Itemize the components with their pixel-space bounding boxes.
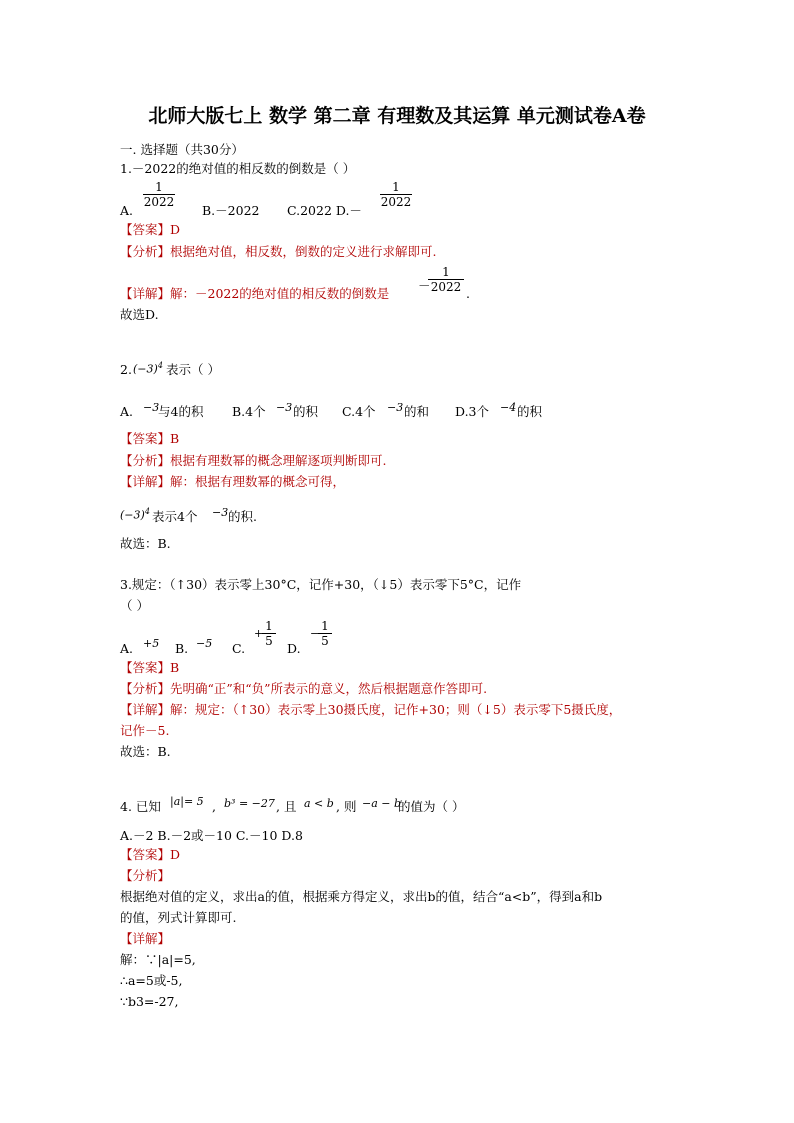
q4-step-1: 解：∵|a|=5,	[120, 952, 196, 967]
q2-base: (−3)	[133, 362, 158, 376]
q3-option-c-fraction	[262, 619, 276, 648]
q4-stem-prefix: 4. 已知	[120, 799, 161, 814]
q3-frac-num: 1	[265, 619, 273, 633]
q3-option-b-label: B.	[175, 641, 189, 656]
q1-option-a: A.	[120, 203, 134, 218]
q2-detail-expression	[120, 504, 150, 524]
q3-option-a-value: +5	[143, 637, 160, 650]
q4-analysis-line2: 的值，列式计算即可.	[120, 910, 237, 925]
q2-option-c-text: 的和	[404, 404, 430, 419]
q1-detail: 【详解】解：－2022的绝对值的相反数的倒数是	[120, 286, 390, 301]
q2-option-b-label: B.4个	[232, 404, 266, 419]
q2-detail-value: −3	[212, 506, 229, 519]
q4-answer: 【答案】D	[120, 847, 181, 862]
q2-option-c-value: −3	[387, 401, 404, 414]
q1-frac-den: 2022	[430, 280, 462, 294]
q1-period: .	[466, 286, 470, 301]
q1-conclusion: 故选D.	[120, 307, 159, 322]
q4-analysis-heading: 【分析】	[120, 868, 171, 883]
page-title: 北师大版七上 数学 第二章 有理数及其运算 单元测试卷A卷	[148, 105, 646, 127]
q3-stem-line1: 3.规定：（↑30）表示零上30°C，记作+30，（↓5）表示零下5°C，记作	[120, 577, 522, 592]
q2-power-expression	[133, 358, 163, 378]
q3-stem-line2: （ ）	[120, 598, 149, 613]
q2-option-d-label: D.3个	[455, 404, 490, 419]
q1-option-d-fraction	[380, 180, 412, 209]
q3-conclusion: 故选：B.	[120, 744, 171, 759]
q3-option-b-value: −5	[196, 637, 213, 650]
q4-stem-mid: , 且	[276, 799, 297, 814]
q3-detail-line1: 【详解】解：规定：（↑30）表示零上30摄氏度，记作+30；则（↓5）表示零下5摄氏度，	[120, 702, 622, 717]
q3-option-c-sign: +	[254, 627, 264, 640]
q3-analysis: 【分析】先明确“正”和“负”所表示的意义，然后根据题意作答即可.	[120, 681, 488, 696]
q2-option-c-label: C.4个	[342, 404, 376, 419]
section-heading: 一. 选择题（共30分）	[120, 142, 244, 157]
q1-frac-num: 1	[155, 180, 163, 194]
q1-detail-fraction	[428, 265, 464, 294]
q4-step-2: ∴a=5或-5,	[120, 973, 183, 988]
q4-detail-heading: 【详解】	[120, 931, 171, 946]
q2-option-b-value: −3	[276, 401, 293, 414]
q2-detail-end: 的积.	[228, 509, 257, 524]
q2-base: (−3)	[120, 508, 145, 522]
q4-order-condition: a < b	[304, 797, 334, 810]
q3-option-d-label: D.	[287, 641, 301, 656]
q1-answer: 【答案】D	[120, 222, 181, 237]
q4-stem-suffix: 的值为（ ）	[398, 799, 465, 814]
q1-frac-num: 1	[392, 180, 400, 194]
q2-detail: 【详解】解：根据有理数幂的概念可得，	[120, 474, 346, 489]
q2-conclusion: 故选：B.	[120, 536, 171, 551]
q2-exponent: 4	[157, 361, 163, 370]
q3-option-d-fraction	[318, 619, 332, 648]
q4-expression: −a − b	[362, 797, 402, 810]
q4-abs-condition: |a|= 5	[170, 795, 204, 808]
q1-option-c-d: C.2022 D.－	[287, 203, 362, 218]
q4-cube-condition: b³ = −27	[224, 797, 275, 810]
q1-frac-den: 2022	[143, 195, 175, 209]
q1-option-a-fraction	[143, 180, 175, 209]
q2-number: 2.	[120, 362, 132, 377]
q3-answer: 【答案】B	[120, 660, 180, 675]
q2-stem: 表示（ ）	[166, 362, 220, 377]
q1-option-b: B.－2022	[202, 203, 260, 218]
q3-frac-den: 5	[321, 634, 329, 648]
q3-option-c-label: C.	[232, 641, 246, 656]
q2-option-a-text: 与4的积	[158, 404, 204, 419]
q1-detail-minus: －	[418, 278, 431, 293]
q4-comma: ,	[212, 799, 216, 814]
q2-option-a-label: A.	[120, 404, 134, 419]
q1-stem: 1.－2022的绝对值的相反数的倒数是（ ）	[120, 161, 356, 176]
q4-stem-mid2: , 则	[336, 799, 357, 814]
q1-frac-num: 1	[442, 265, 450, 279]
q2-option-a-value: −3	[143, 401, 160, 414]
q1-analysis: 【分析】根据绝对值，相反数，倒数的定义进行求解即可.	[120, 244, 437, 259]
q1-frac-den: 2022	[380, 195, 412, 209]
q3-frac-num: 1	[321, 619, 329, 633]
q3-option-d-sign: −	[310, 627, 320, 640]
q2-option-d-value: −4	[500, 401, 517, 414]
q2-detail-mid: 表示4个	[152, 509, 198, 524]
q2-analysis: 【分析】根据有理数幂的概念理解逐项判断即可.	[120, 453, 387, 468]
q2-answer: 【答案】B	[120, 431, 180, 446]
q3-detail-line2: 记作－5.	[120, 723, 170, 738]
q3-option-a-label: A.	[120, 641, 134, 656]
q4-options: A.－2 B.－2或－10 C.－10 D.8	[120, 828, 303, 843]
q2-option-d-text: 的积	[517, 404, 543, 419]
q3-frac-den: 5	[265, 634, 273, 648]
q2-option-b-text: 的积	[293, 404, 319, 419]
q4-analysis-line1: 根据绝对值的定义，求出a的值，根据乘方得定义，求出b的值，结合“a<b”，得到a和b	[120, 889, 603, 904]
q4-step-3: ∵b3=-27,	[120, 994, 179, 1009]
q2-exponent: 4	[144, 507, 150, 516]
